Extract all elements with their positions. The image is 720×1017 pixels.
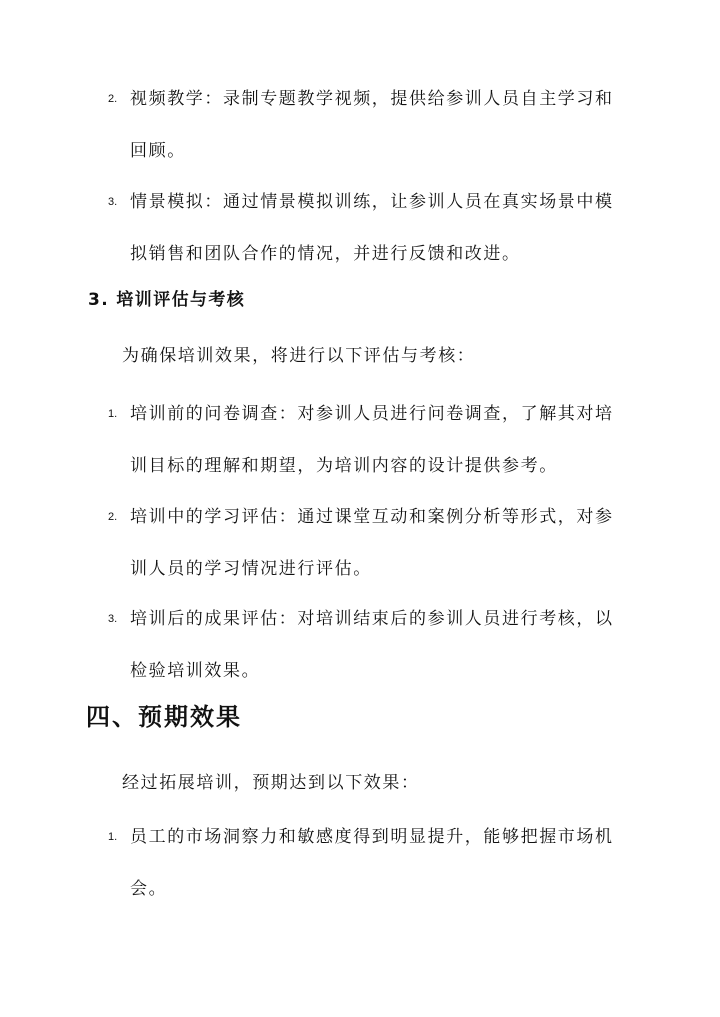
list-item-text: 培训前的问卷调查：对参训人员进行问卷调查，了解其对培训目标的理解和期望，为培训内容的设计提供参考。 <box>130 404 614 476</box>
list-item-text: 培训中的学习评估：通过课堂互动和案例分析等形式，对参训人员的学习情况进行评估。 <box>130 507 614 579</box>
list-item-text: 培训后的成果评估：对培训结束后的参训人员进行考核，以检验培训效果。 <box>130 609 614 681</box>
list-item <box>108 811 630 915</box>
list-item <box>108 388 630 492</box>
list-number: 3. <box>108 196 118 208</box>
list-number: 2. <box>108 93 118 105</box>
list-item-text: 视频教学：录制专题教学视频，提供给参训人员自主学习和回顾。 <box>130 89 614 161</box>
list-number: 1. <box>108 408 118 420</box>
list-number: 3. <box>108 613 118 625</box>
list-item <box>108 73 630 177</box>
list-item <box>108 491 630 595</box>
list-item-text: 员工的市场洞察力和敏感度得到明显提升，能够把握市场机会。 <box>130 827 614 899</box>
chapter-heading: 四、预期效果 <box>86 703 242 731</box>
list-number: 2. <box>108 511 118 523</box>
list-item-text: 情景模拟：通过情景模拟训练，让参训人员在真实场景中模拟销售和团队合作的情况，并进行反馈和改进。 <box>130 192 614 264</box>
section-intro: 为确保培训效果，将进行以下评估与考核： <box>122 346 476 366</box>
list-item <box>108 593 630 697</box>
section-heading: 3. 培训评估与考核 <box>88 290 246 310</box>
section-intro: 经过拓展培训，预期达到以下效果： <box>122 773 420 793</box>
list-item <box>108 176 630 280</box>
list-number: 1. <box>108 831 118 843</box>
